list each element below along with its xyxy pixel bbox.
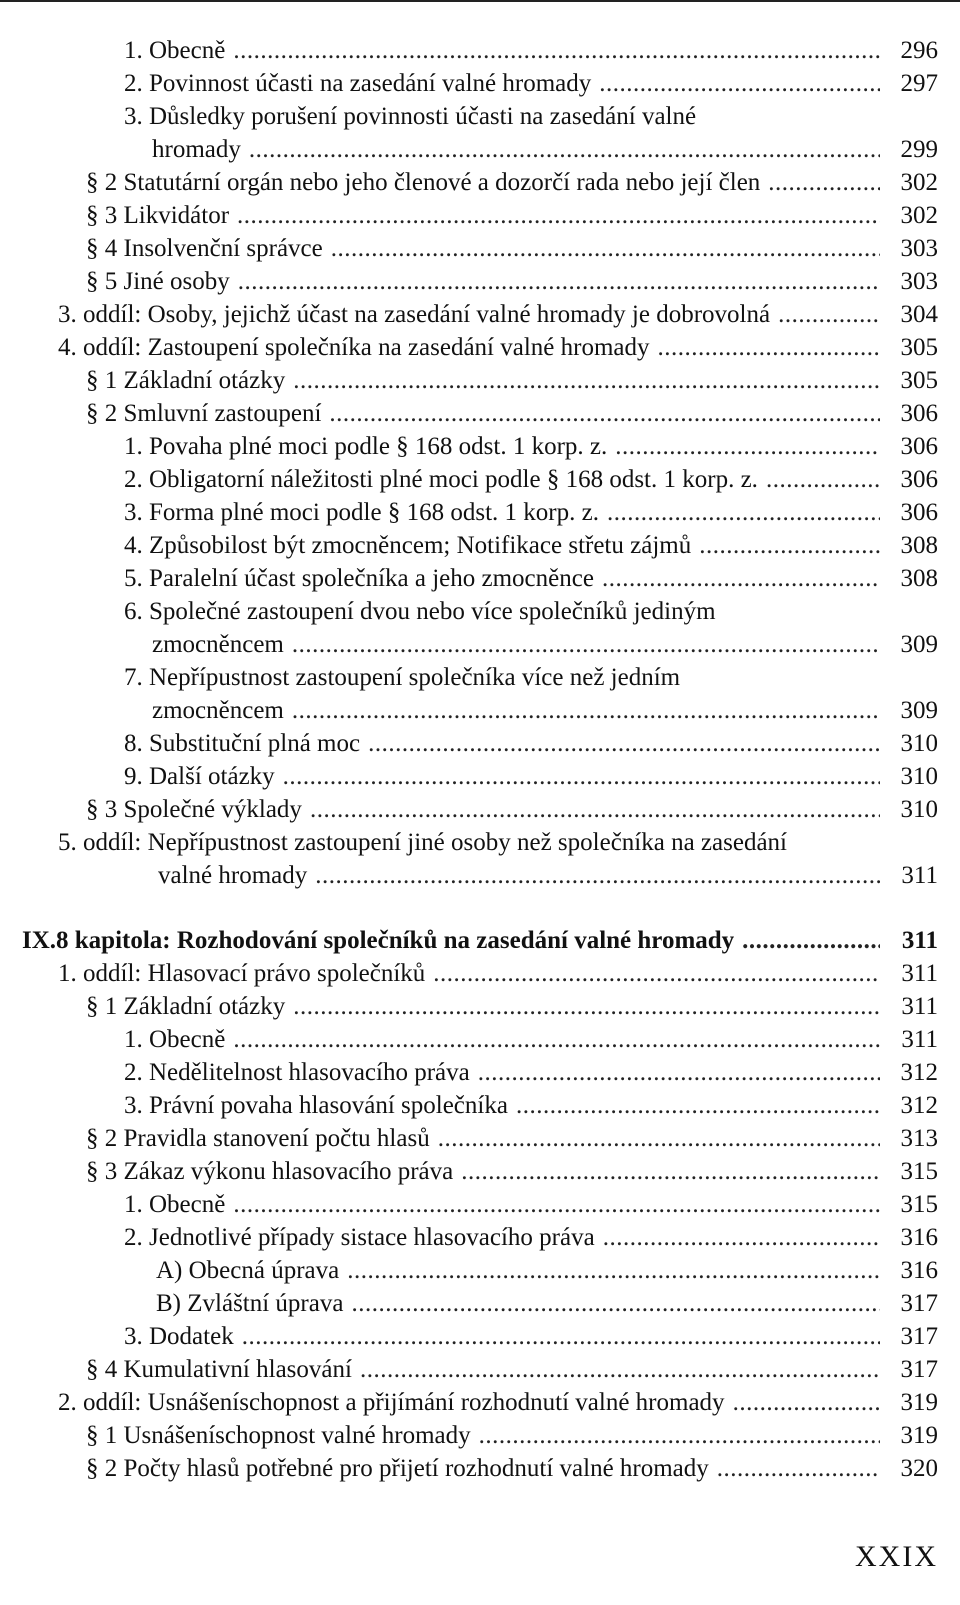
page-ref: 305: [900, 334, 938, 361]
toc-entry: [124, 463, 938, 496]
page-ref: 310: [900, 730, 938, 757]
leader-dots: [607, 496, 880, 529]
leader-dots: [292, 694, 880, 727]
page-ref: 306: [900, 433, 938, 460]
entry-label: 8. Substituční plná moc: [124, 730, 361, 757]
entry-label: 1. Obecně: [124, 1026, 226, 1053]
entry-label: § 2 Smluvní zastoupení: [86, 400, 322, 427]
entry-label: A) Obecná úprava: [156, 1257, 340, 1284]
entry-label: 2. oddíl: Usnášeníschopnost a přijímání rozhodnutí valné hromady: [58, 1389, 725, 1416]
page-ref: 315: [900, 1158, 938, 1185]
toc-entry: [124, 760, 938, 793]
page-ref: 316: [900, 1224, 938, 1251]
toc-entry: [86, 1122, 938, 1155]
leader-dots: [778, 298, 880, 331]
page-ref: 305: [900, 367, 938, 394]
leader-dots: [233, 34, 880, 67]
entry-label: 5. Paralelní účast společníka a jeho zmocněnce: [124, 565, 594, 592]
page-ref: 317: [900, 1323, 938, 1350]
leader-dots: [742, 924, 880, 957]
leader-dots: [461, 1155, 880, 1188]
entry-label: § 1 Základní otázky: [86, 367, 286, 394]
entry-label: valné hromady: [158, 862, 308, 889]
page-ref: 303: [900, 268, 938, 295]
page-ref: 309: [900, 631, 938, 658]
page-ref: 308: [900, 565, 938, 592]
page-ref: 309: [900, 697, 938, 724]
leader-dots: [233, 1188, 880, 1221]
entry-label: 3. Dodatek: [124, 1323, 234, 1350]
page-ref: 311: [901, 960, 938, 987]
toc-entry-first-line: 7. Nepřípustnost zastoupení společníka více než jedním: [124, 664, 681, 691]
toc-entry: [124, 529, 938, 562]
toc-entry: [58, 1386, 938, 1419]
leader-dots: [283, 760, 880, 793]
entry-label: IX.8 kapitola: Rozhodování společníků na zasedání valné hromady: [22, 927, 735, 954]
leader-dots: [351, 1287, 880, 1320]
toc-entry: [58, 298, 938, 331]
leader-dots: [237, 199, 880, 232]
page-ref: 311: [901, 927, 938, 954]
toc-entry: [124, 34, 938, 67]
entry-label: § 3 Společné výklady: [86, 796, 302, 823]
entry-label: zmocněncem: [152, 697, 284, 724]
page-ref: 315: [900, 1191, 938, 1218]
toc-entry: [86, 265, 938, 298]
entry-label: 9. Další otázky: [124, 763, 275, 790]
toc-entry-first-line: 3. Důsledky porušení povinnosti účasti na zasedání valné: [124, 103, 697, 130]
toc-entry-first-line: 6. Společné zastoupení dvou nebo více společníků jediným: [124, 598, 716, 625]
page-ref: 302: [900, 169, 938, 196]
entry-label: § 3 Likvidátor: [86, 202, 230, 229]
page-ref: 299: [900, 136, 938, 163]
page-ref: 304: [900, 301, 938, 328]
toc-entry: [124, 1056, 938, 1089]
toc-entry: [152, 628, 938, 661]
leader-dots: [603, 1221, 880, 1254]
leader-dots: [602, 562, 880, 595]
top-rule: [0, 0, 960, 2]
toc-entry: [86, 166, 938, 199]
entry-label: 1. Obecně: [124, 37, 226, 64]
leader-dots: [699, 529, 880, 562]
leader-dots: [717, 1452, 880, 1485]
entry-label: 1. Obecně: [124, 1191, 226, 1218]
toc-entry: [86, 990, 938, 1023]
leader-dots: [242, 1320, 880, 1353]
page-ref: 320: [900, 1455, 938, 1482]
toc-entry: [86, 364, 938, 397]
entry-label: 2. Obligatorní náležitosti plné moci podle § 168 odst. 1 korp. z.: [124, 466, 758, 493]
toc-entry: [158, 859, 938, 892]
leader-dots: [615, 430, 880, 463]
page-ref: 319: [900, 1422, 938, 1449]
leader-dots: [329, 397, 880, 430]
page-ref: 310: [900, 763, 938, 790]
toc-entry: [86, 1155, 938, 1188]
toc-entry: [86, 1419, 938, 1452]
toc-entry: [86, 793, 938, 826]
entry-label: 1. Povaha plné moci podle § 168 odst. 1 korp. z.: [124, 433, 608, 460]
leader-dots: [768, 166, 880, 199]
page-ref: 313: [900, 1125, 938, 1152]
entry-label: B) Zvláštní úprava: [156, 1290, 344, 1317]
leader-dots: [766, 463, 880, 496]
entry-label: 3. oddíl: Osoby, jejichž účast na zasedání valné hromady je dobrovolná: [58, 301, 771, 328]
leader-dots: [599, 67, 880, 100]
page-ref: 317: [900, 1290, 938, 1317]
toc-entry: [58, 331, 938, 364]
toc-entry: [152, 694, 938, 727]
toc-entry: [152, 133, 938, 166]
page-ref: 306: [900, 466, 938, 493]
toc-entry: [124, 727, 938, 760]
entry-label: § 2 Statutární orgán nebo jeho členové a dozorčí rada nebo její člen: [86, 169, 761, 196]
leader-dots: [658, 331, 881, 364]
page-ref: 302: [900, 202, 938, 229]
entry-label: 3. Právní povaha hlasování společníka: [124, 1092, 508, 1119]
leader-dots: [438, 1122, 880, 1155]
page-ref: 312: [900, 1059, 938, 1086]
page-ref: 296: [900, 37, 938, 64]
toc-entry: [124, 1089, 938, 1122]
leader-dots: [478, 1056, 880, 1089]
toc-entry: [124, 1023, 938, 1056]
toc-entry: [124, 496, 938, 529]
leader-dots: [360, 1353, 880, 1386]
entry-label: hromady: [152, 136, 241, 163]
page-ref: 316: [900, 1257, 938, 1284]
leader-dots: [238, 265, 880, 298]
page-ref: 297: [900, 70, 938, 97]
toc-entry: [124, 1188, 938, 1221]
toc-entry-first-line: 5. oddíl: Nepřípustnost zastoupení jiné osoby než společníka na zasedání: [58, 829, 787, 856]
chapter-heading: [22, 924, 938, 957]
entry-label: 3. Forma plné moci podle § 168 odst. 1 korp. z.: [124, 499, 599, 526]
leader-dots: [310, 793, 880, 826]
entry-label: 2. Jednotlivé případy sistace hlasovacího práva: [124, 1224, 595, 1251]
page-ref: 306: [900, 400, 938, 427]
page-ref: 310: [900, 796, 938, 823]
entry-label: 2. Nedělitelnost hlasovacího práva: [124, 1059, 470, 1086]
entry-label: § 2 Pravidla stanovení počtu hlasů: [86, 1125, 430, 1152]
leader-dots: [516, 1089, 880, 1122]
leader-dots: [293, 990, 880, 1023]
toc-entry: [156, 1287, 938, 1320]
toc-entry: [124, 1320, 938, 1353]
toc-entry: [86, 397, 938, 430]
toc-entry: [86, 199, 938, 232]
entry-label: § 1 Základní otázky: [86, 993, 286, 1020]
leader-dots: [479, 1419, 880, 1452]
leader-dots: [347, 1254, 880, 1287]
page-ref: 317: [900, 1356, 938, 1383]
page-ref: 319: [900, 1389, 938, 1416]
entry-label: 1. oddíl: Hlasovací právo společníků: [58, 960, 426, 987]
page-ref: 312: [900, 1092, 938, 1119]
toc-entry: [86, 1452, 938, 1485]
leader-dots: [315, 859, 880, 892]
toc-entry: [86, 1353, 938, 1386]
toc-entry: [156, 1254, 938, 1287]
leader-dots: [233, 1023, 880, 1056]
toc-entry: [124, 430, 938, 463]
entry-label: § 4 Kumulativní hlasování: [86, 1356, 352, 1383]
leader-dots: [292, 628, 880, 661]
page-ref: 311: [901, 862, 938, 889]
toc-entry: [86, 232, 938, 265]
leader-dots: [433, 957, 880, 990]
toc-entry: [124, 562, 938, 595]
leader-dots: [293, 364, 880, 397]
page-ref: 311: [901, 1026, 938, 1053]
leader-dots: [331, 232, 880, 265]
entry-label: § 4 Insolvenční správce: [86, 235, 323, 262]
entry-label: 4. Způsobilost být zmocněncem; Notifikace střetu zájmů: [124, 532, 692, 559]
entry-label: § 1 Usnášeníschopnost valné hromady: [86, 1422, 471, 1449]
entry-label: 2. Povinnost účasti na zasedání valné hromady: [124, 70, 592, 97]
entry-label: § 2 Počty hlasů potřebné pro přijetí rozhodnutí valné hromady: [86, 1455, 709, 1482]
leader-dots: [368, 727, 880, 760]
leader-dots: [733, 1386, 880, 1419]
toc-entry: [124, 67, 938, 100]
entry-label: zmocněncem: [152, 631, 284, 658]
toc-entry: [124, 1221, 938, 1254]
page-number: XXIX: [855, 1540, 938, 1573]
page-ref: 303: [900, 235, 938, 262]
entry-label: § 3 Zákaz výkonu hlasovacího práva: [86, 1158, 454, 1185]
entry-label: 4. oddíl: Zastoupení společníka na zasedání valné hromady: [58, 334, 650, 361]
entry-label: § 5 Jiné osoby: [86, 268, 230, 295]
page-ref: 308: [900, 532, 938, 559]
toc-entry: [58, 957, 938, 990]
page-ref: 311: [901, 993, 938, 1020]
page-ref: 306: [900, 499, 938, 526]
leader-dots: [249, 133, 880, 166]
